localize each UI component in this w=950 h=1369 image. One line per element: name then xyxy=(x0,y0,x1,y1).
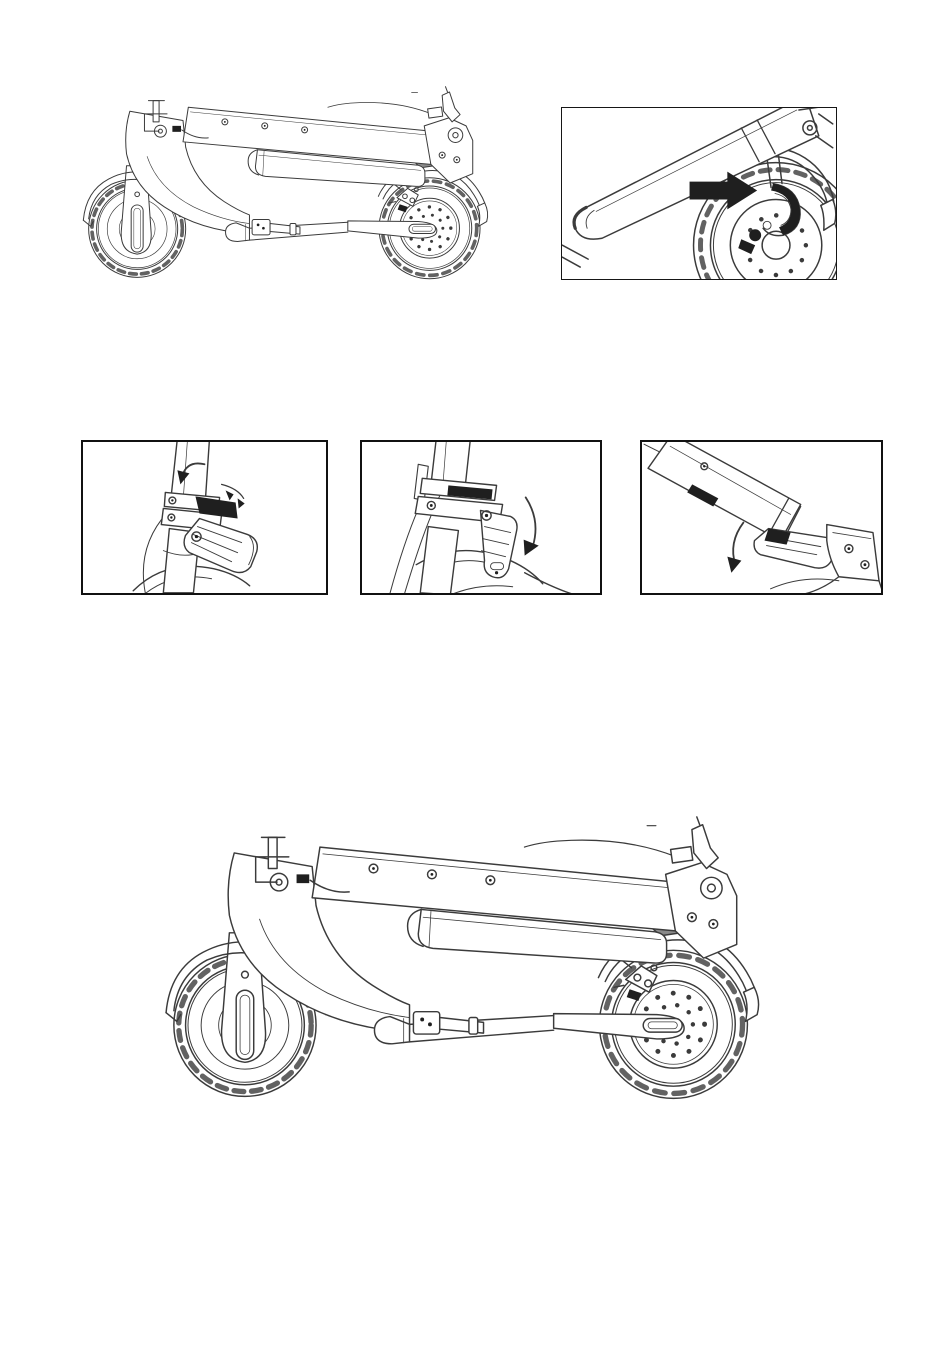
fold-step-2-figure xyxy=(360,440,602,595)
folded-scooter-figure-small xyxy=(82,84,494,288)
direction-arrow-down xyxy=(727,523,743,573)
fold-step-1-figure xyxy=(81,440,328,595)
folded-scooter-figure-large xyxy=(164,814,768,1111)
folded-scooter-illustration xyxy=(82,84,494,288)
hinge-lever xyxy=(754,529,835,569)
quick-release-lever-down xyxy=(480,510,517,577)
direction-arrow-down xyxy=(524,497,539,555)
clamp-collar-illustration xyxy=(83,442,326,593)
fold-step-3-figure xyxy=(640,440,883,595)
lever-open-illustration xyxy=(362,442,600,593)
folded-scooter-illustration xyxy=(164,814,768,1111)
folded-stem-tube xyxy=(574,108,819,239)
stem-tube-tilted xyxy=(648,442,801,542)
hook-detail-illustration xyxy=(562,108,836,279)
hook-detail-figure xyxy=(561,107,837,280)
stem-folding-illustration xyxy=(642,442,881,593)
